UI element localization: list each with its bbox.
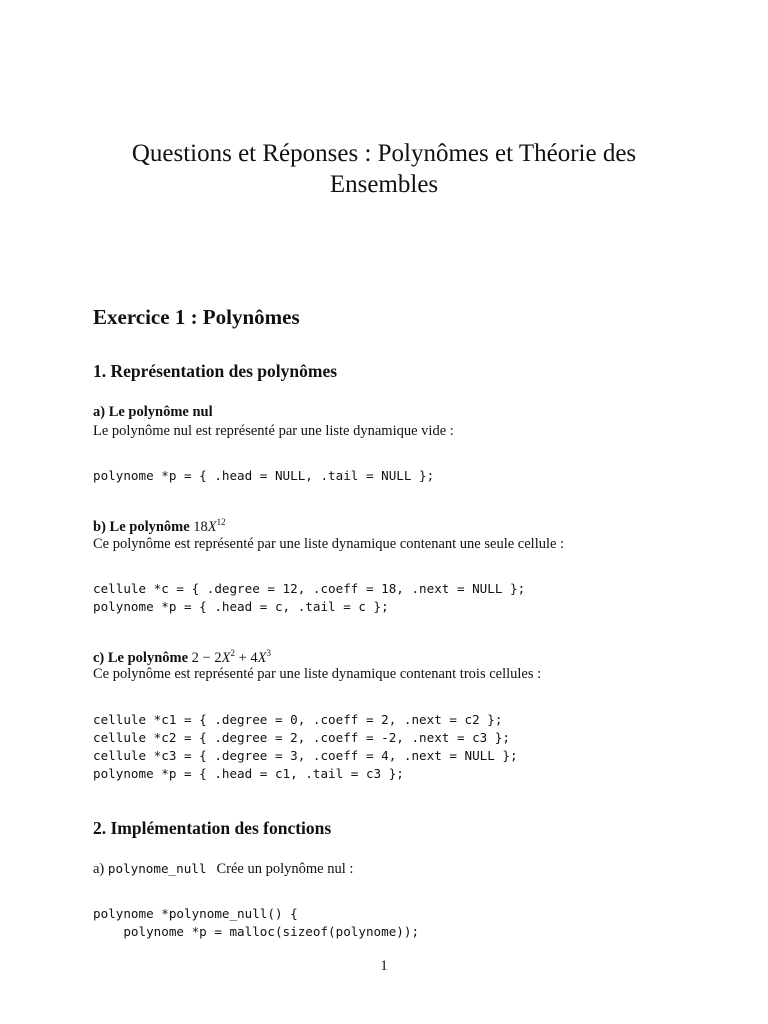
math-expression-c bbox=[192, 650, 271, 666]
math-var: X bbox=[221, 650, 231, 666]
subheading-impl-a bbox=[93, 861, 353, 878]
code-block-b bbox=[93, 580, 525, 616]
math-var: X bbox=[257, 650, 267, 666]
subheading-a: a) Le polynôme nul bbox=[93, 404, 213, 420]
code-line: polynome *p = { .head = c, .tail = c }; bbox=[93, 599, 389, 614]
math-term: 2 − 2 bbox=[191, 650, 222, 666]
code-line: cellule *c2 = { .degree = 2, .coeff = -2, .next = c3 }; bbox=[93, 730, 511, 745]
section-heading-representation: 1. Représentation des polynômes bbox=[93, 361, 338, 381]
math-exp: 12 bbox=[216, 517, 226, 527]
subheading-c-label: c) Le polynôme bbox=[93, 650, 189, 666]
math-term: + 4 bbox=[234, 650, 258, 666]
math-exp: 2 bbox=[230, 648, 235, 658]
code-line: cellule *c3 = { .degree = 3, .coeff = 4, .next = NULL }; bbox=[93, 748, 518, 763]
impl-a-label: a) bbox=[93, 861, 105, 877]
document-title bbox=[80, 138, 688, 200]
title-line-2: Ensembles bbox=[329, 171, 439, 198]
subheading-b bbox=[93, 517, 226, 536]
paragraph-b: Ce polynôme est représenté par une liste dynamique contenant une seule cellule : bbox=[93, 536, 565, 552]
code-line: cellule *c1 = { .degree = 0, .coeff = 2, .next = c2 }; bbox=[93, 712, 503, 727]
math-exp: 3 bbox=[266, 648, 272, 658]
math-coef: 18 bbox=[193, 519, 208, 535]
subheading-b-label: b) Le polynôme bbox=[93, 519, 190, 535]
exercise-heading: Exercice 1 : Polynômes bbox=[93, 305, 300, 329]
code-block-a bbox=[93, 467, 434, 485]
title-line-1: Questions et Réponses : Polynômes et Théorie des bbox=[131, 140, 637, 167]
code-line: polynome *p = { .head = NULL, .tail = NULL }; bbox=[93, 468, 435, 483]
code-line: polynome *p = malloc(sizeof(polynome)); bbox=[93, 924, 420, 939]
code-block-impl-a bbox=[93, 905, 419, 941]
function-description: Crée un polynôme nul : bbox=[216, 861, 354, 877]
math-expression-b bbox=[193, 519, 225, 535]
math-var: X bbox=[207, 519, 217, 535]
code-block-c bbox=[93, 711, 518, 783]
paragraph-a: Le polynôme nul est représenté par une liste dynamique vide : bbox=[93, 423, 454, 439]
code-line: cellule *c = { .degree = 12, .coeff = 18, .next = NULL }; bbox=[93, 581, 526, 596]
code-line: polynome *p = { .head = c1, .tail = c3 }; bbox=[93, 766, 404, 781]
section-heading-implementation: 2. Implémentation des fonctions bbox=[93, 818, 332, 838]
paragraph-c: Ce polynôme est représenté par une liste dynamique contenant trois cellules : bbox=[93, 666, 542, 682]
subheading-c bbox=[93, 648, 271, 667]
function-name: polynome_null bbox=[107, 861, 207, 876]
code-line: polynome *polynome_null() { bbox=[93, 906, 298, 921]
page-number: 1 bbox=[380, 958, 388, 974]
